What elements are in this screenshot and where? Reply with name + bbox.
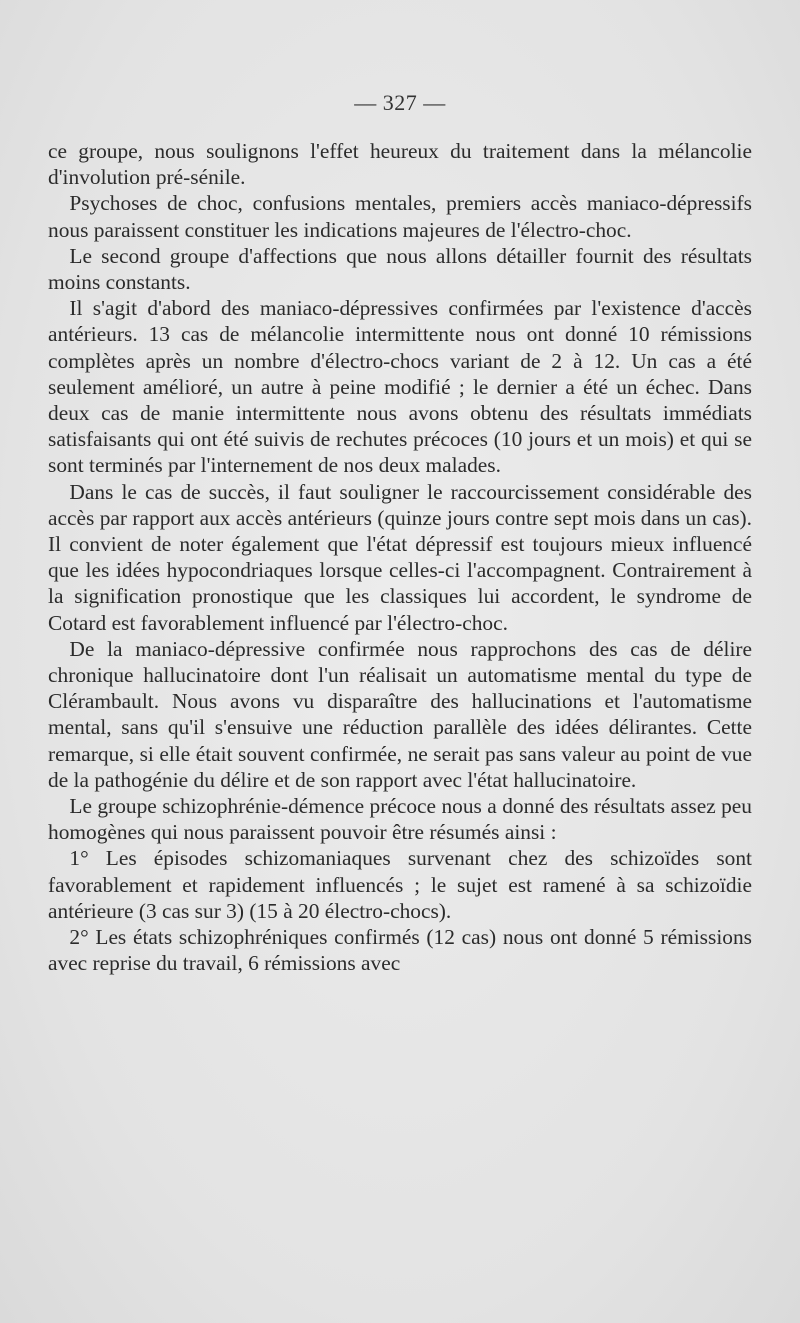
page-number: — 327 — bbox=[354, 90, 446, 115]
paragraph: 2° Les états schizophréniques confirmés (12 cas) nous ont donné 5 rémissions avec reprise du travail, 6 rémissions avec bbox=[48, 925, 752, 976]
paragraph: Le groupe schizophrénie-démence précoce nous a donné des résultats assez peu homogènes qui nous paraissent pouvoir être résumés ainsi : bbox=[48, 794, 752, 845]
paragraph: Psychoses de choc, confusions mentales, premiers accès maniaco-dépressifs nous paraissent constituer les indications majeures de l'électro-choc. bbox=[48, 191, 752, 242]
paragraph: Dans le cas de succès, il faut souligner le raccourcissement considérable des accès par rapport aux accès antérieurs (quinze jours contre sept mois dans un cas). Il convient de noter également que l'état dépressif est toujours mieux influencé que les idées hypocondriaques lorsque celles-ci l'accompagnent. Contrairement à la signification pronostique que les classiques lui accordent, le syndrome de Cotard est favorablement influencé par l'électro-choc. bbox=[48, 479, 752, 635]
paragraph: Il s'agit d'abord des maniaco-dépressives confirmées par l'existence d'accès antérieurs. 13 cas de mélancolie intermittente nous ont donné 10 rémissions complètes après un nombre d'électro-chocs variant de 2 à 12. Un cas a été seulement amélioré, un autre à peine modifié ; le dernier a été un échec. Dans deux cas de manie intermittente nous avons obtenu des résultats immédiats satisfaisants qui ont été suivis de rechutes précoces (10 jours et un mois) et qui se sont terminés par l'internement de nos deux malades. bbox=[48, 296, 752, 478]
paragraph: 1° Les épisodes schizomaniaques survenant chez des schizoïdes sont favorablement et rapidement influencés ; le sujet est ramené à sa schizoïdie antérieure (3 cas sur 3) (15 à 20 électro-chocs). bbox=[48, 846, 752, 923]
paragraph: De la maniaco-dépressive confirmée nous rapprochons des cas de délire chronique hallucinatoire dont l'un réalisait un automatisme mental du type de Clérambault. Nous avons vu disparaître des hallucinations et l'automatisme mental, sans qu'il s'ensuive une réduction parallèle des idées délirantes. Cette remarque, si elle était souvent confirmée, ne serait pas sans valeur au point de vue de la pathogénie du délire et de son rapport avec l'état hallucinatoire. bbox=[48, 636, 752, 792]
paragraph: ce groupe, nous soulignons l'effet heureux du traitement dans la mélancolie d'involution pré-sénile. bbox=[48, 139, 752, 190]
body-text bbox=[48, 138, 752, 977]
paragraph: Le second groupe d'affections que nous allons détailler fournit des résultats moins constants. bbox=[48, 243, 752, 295]
